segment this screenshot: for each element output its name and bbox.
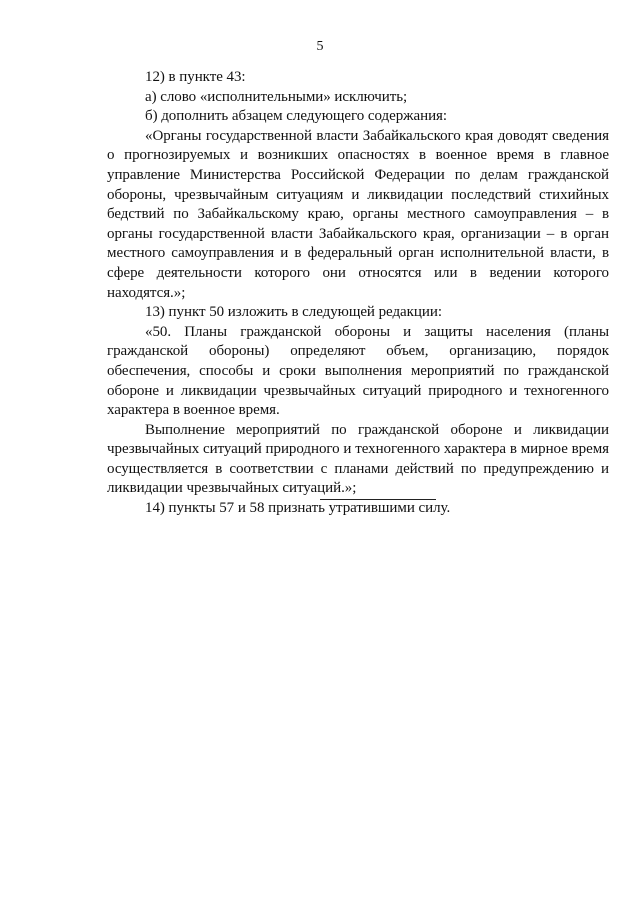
paragraph-item-12: 12) в пункте 43: <box>145 69 246 85</box>
page-number: 5 <box>316 39 324 54</box>
document-body <box>107 68 609 519</box>
paragraph-subitem-b: б) дополнить абзацем следующего содержания: <box>145 108 448 125</box>
paragraph-item-13: 13) пункт 50 изложить в следующей редакции: <box>145 304 442 321</box>
paragraph-item-50-plans: «50. Планы гражданской обороны и защиты населения (планы гражданской обороны) определяют объем, организацию, порядок обеспечения, способы и сроки выполнения мероприятий по гражданской обороне и ликвидации чрезвычайных ситуаций природного и техногенного характера в военное время. <box>107 323 609 419</box>
separator-line <box>320 499 436 500</box>
paragraph-peacetime-measures: Выполнение мероприятий по гражданской обороне и ликвидации чрезвычайных ситуаций природного и техногенного характера в мирное время осуществляется в соответствии с планами действий по предупреждению и ликвидации чрезвычайных ситуаций.»; <box>107 421 609 497</box>
paragraph-subitem-a: а) слово «исполнительными» исключить; <box>145 88 408 105</box>
paragraph-item-14: 14) пункты 57 и 58 признать утратившими силу. <box>145 500 451 517</box>
paragraph-quoted-text: «Органы государственной власти Забайкальского края доводят сведения о прогнозируемых и возникших опасностях в военное время в главное управление Министерства Российской Федерации по делам гражданской обороны, чрезвычайным ситуациям и ликвидации последствий стихийных бедствий по Забайкальскому краю, органы местного самоуправления – в органы государственной власти Забайкальского края, организации – в орган местного самоуправления и в федеральный орган исполнительной власти, в сфере деятельности которого они относятся или в ведении которого находятся.»; <box>107 127 609 301</box>
